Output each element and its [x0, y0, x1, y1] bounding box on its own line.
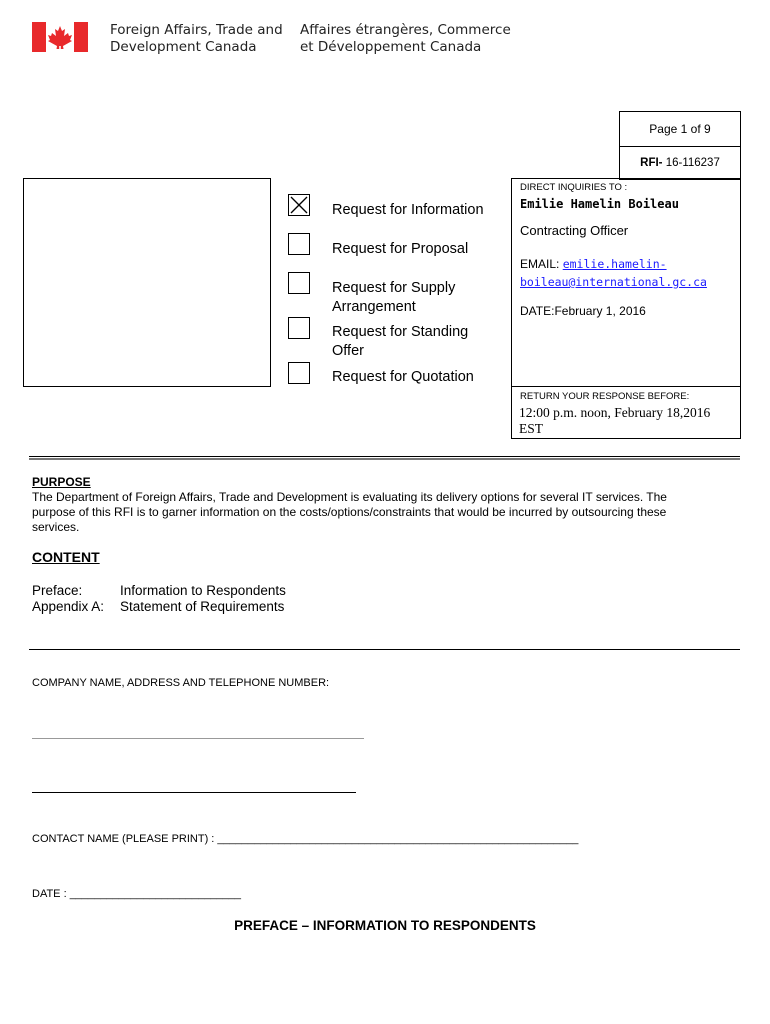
inquiries-heading: DIRECT INQUIRIES TO : — [520, 182, 628, 193]
page-info-box — [619, 111, 741, 180]
contact-title: Contracting Officer — [520, 223, 629, 238]
section-divider — [29, 456, 740, 460]
content-list — [32, 583, 286, 615]
option-request-for-quotation: Request for Quotation — [332, 369, 474, 385]
email-label: EMAIL: — [520, 257, 560, 271]
purpose-section — [32, 475, 732, 535]
option-request-for-standing-offer — [332, 323, 468, 361]
department-name-en — [110, 22, 283, 56]
blank-box — [23, 178, 271, 387]
purpose-line: purpose of this RFI is to garner information on the costs/options/constraints that would be incurred by outsourcing these — [32, 505, 667, 519]
deadline-text — [519, 405, 710, 437]
content-item-label: Appendix A: — [32, 599, 105, 614]
option-request-for-information: Request for Information — [332, 202, 484, 218]
option-line: Request for Supply — [332, 280, 456, 296]
contact-name-field[interactable]: CONTACT NAME (PLEASE PRINT) : ___________________________________________________________ — [32, 833, 579, 845]
dept-fr-line2: et Développement Canada — [300, 39, 482, 55]
dept-en-line2: Development Canada — [110, 39, 257, 55]
checkbox-request-for-proposal[interactable] — [288, 233, 310, 255]
option-line: Offer — [332, 343, 364, 359]
return-deadline — [512, 387, 740, 438]
rfi-number-value: 16-116237 — [665, 157, 720, 169]
option-line: Arrangement — [332, 299, 416, 315]
issue-date: DATE:February 1, 2016 — [520, 304, 646, 318]
content-item-label: Preface: — [32, 583, 83, 598]
checkbox-request-for-supply-arrangement[interactable] — [288, 272, 310, 294]
purpose-line: services. — [32, 520, 80, 534]
email-link[interactable]: emilie.hamelin- — [562, 257, 667, 271]
dept-fr-line1: Affaires étrangères, Commerce — [300, 22, 511, 38]
option-line: Request for Standing — [332, 324, 469, 340]
content-item-value: Statement of Requirements — [120, 599, 285, 614]
return-heading: RETURN YOUR RESPONSE BEFORE: — [520, 391, 690, 402]
content-item — [32, 599, 286, 615]
content-heading: CONTENT — [32, 549, 100, 565]
checkbox-request-for-standing-offer[interactable] — [288, 317, 310, 339]
date-field[interactable]: DATE : ____________________________ — [32, 888, 241, 900]
company-label: COMPANY NAME, ADDRESS AND TELEPHONE NUMBER: — [32, 677, 330, 689]
contact-email — [520, 255, 707, 291]
department-name-fr — [300, 22, 511, 56]
checkbox-request-for-information[interactable] — [288, 194, 310, 216]
checkbox-request-for-quotation[interactable] — [288, 362, 310, 384]
option-request-for-supply-arrangement — [332, 279, 455, 317]
preface-heading: PREFACE – INFORMATION TO RESPONDENTS — [234, 918, 536, 933]
company-input-line[interactable] — [32, 738, 364, 739]
checkmark-x-icon — [289, 195, 309, 215]
contact-name: Emilie Hamelin Boileau — [520, 197, 679, 211]
rfi-number — [620, 147, 740, 179]
purpose-line: The Department of Foreign Affairs, Trade and Development is evaluating its delivery options for several IT services. The — [32, 490, 667, 504]
content-item — [32, 583, 286, 599]
purpose-heading: PURPOSE — [32, 475, 91, 489]
option-request-for-proposal: Request for Proposal — [332, 241, 469, 257]
page-number: Page 1 of 9 — [620, 112, 740, 147]
content-item-value: Information to Respondents — [120, 583, 286, 598]
form-divider — [29, 649, 740, 650]
canada-flag-icon — [32, 22, 88, 52]
dept-en-line1: Foreign Affairs, Trade and — [110, 22, 283, 38]
inquiries-box — [511, 178, 741, 439]
company-input-line[interactable] — [32, 792, 356, 793]
inquiries-contact — [512, 179, 740, 387]
email-link[interactable]: boileau@international.gc.ca — [520, 275, 707, 289]
rfi-label: RFI- — [640, 157, 663, 169]
deadline-line: EST — [519, 421, 544, 436]
deadline-line: 12:00 p.m. noon, February 18,2016 — [519, 405, 711, 420]
